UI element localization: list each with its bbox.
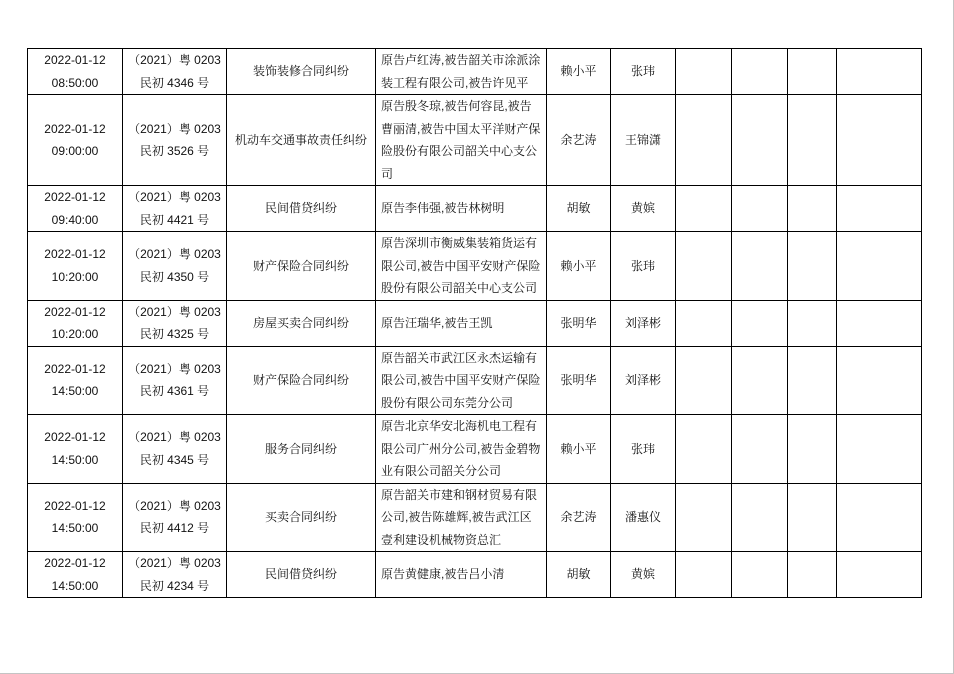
judge-cell	[547, 95, 611, 186]
judge-cell	[547, 49, 611, 95]
blank-cell	[676, 483, 732, 552]
case-type-text: 财产保险合同纠纷	[252, 373, 349, 387]
hearing-time: 14:50:00	[51, 384, 99, 399]
case-type-text: 机动车交通事故责任纠纷	[234, 132, 367, 147]
case-number-line: 民初 4345 号	[139, 452, 210, 467]
parties-line: 壹利建设机械物资总汇	[381, 532, 502, 547]
judge-cell	[547, 232, 611, 301]
case-type-text: 房屋买卖合同纠纷	[252, 315, 349, 330]
blank-cell	[837, 346, 922, 415]
blank-cell	[788, 300, 837, 346]
parties-line: 司	[381, 166, 394, 181]
parties-line: 公司,被告陈雄辉,被告武江区	[381, 510, 532, 524]
parties-cell	[376, 483, 547, 552]
clerk-name: 张玮	[630, 64, 655, 79]
hearing-date: 2022-01-12	[44, 304, 106, 319]
judge-name: 胡敏	[566, 567, 591, 582]
parties-cell	[376, 552, 547, 598]
case-type-cell	[227, 552, 376, 598]
hearing-time: 10:20:00	[51, 269, 99, 284]
clerk-name: 张玮	[630, 441, 655, 456]
blank-cell	[837, 95, 922, 186]
blank-cell	[837, 552, 922, 598]
case-number-cell	[123, 346, 227, 415]
case-number-cell	[123, 186, 227, 232]
case-type-cell	[227, 483, 376, 552]
case-number-line: （2021）粤 0203	[128, 53, 221, 67]
clerk-name: 黄嫔	[630, 567, 655, 582]
case-type-text: 服务合同纠纷	[264, 441, 337, 456]
case-number-line: 民初 4361 号	[139, 384, 210, 399]
judge-cell	[547, 483, 611, 552]
blank-cell	[837, 300, 922, 346]
clerk-cell	[611, 346, 676, 415]
case-number-line: 民初 4412 号	[139, 521, 210, 536]
hearing-time: 10:20:00	[51, 327, 99, 341]
blank-cell	[732, 232, 788, 301]
clerk-cell	[611, 232, 676, 301]
blank-cell	[788, 552, 837, 598]
hearing-time: 09:40:00	[51, 212, 99, 227]
blank-cell	[788, 95, 837, 186]
parties-line: 原告北京华安北海机电工程有	[381, 419, 538, 433]
parties-line: 原告殷冬琼,被告何容昆,被告	[381, 99, 532, 113]
blank-cell	[788, 186, 837, 232]
table-row	[28, 483, 922, 552]
parties-line: 原告汪瑞华,被告王凯	[381, 315, 493, 330]
parties-line: 限公司,被告中国平安财产保险	[381, 258, 541, 273]
hearing-time: 14:50:00	[51, 521, 99, 536]
clerk-cell	[611, 415, 676, 484]
parties-cell	[376, 415, 547, 484]
case-number-cell	[123, 552, 227, 598]
clerk-cell	[611, 483, 676, 552]
case-number-cell	[123, 483, 227, 552]
clerk-cell	[611, 300, 676, 346]
case-number-cell	[123, 232, 227, 301]
clerk-name: 黄嫔	[630, 201, 655, 216]
case-number-line: （2021）粤 0203	[128, 361, 221, 376]
case-number-line: （2021）粤 0203	[128, 498, 221, 513]
table-row	[28, 49, 922, 95]
blank-cell	[676, 232, 732, 301]
schedule-body	[28, 49, 922, 598]
parties-cell	[376, 232, 547, 301]
hearing-time-cell	[28, 49, 123, 95]
parties-line: 曹丽清,被告中国太平洋财产保	[381, 121, 541, 136]
table-row	[28, 186, 922, 232]
case-number-line: （2021）粤 0203	[128, 121, 221, 136]
blank-cell	[732, 186, 788, 232]
blank-cell	[732, 300, 788, 346]
blank-cell	[788, 483, 837, 552]
judge-name: 赖小平	[560, 64, 597, 79]
clerk-name: 刘泽彬	[624, 373, 661, 387]
judge-name: 张明华	[560, 315, 597, 330]
judge-name: 余艺涛	[560, 132, 597, 147]
case-type-text: 财产保险合同纠纷	[252, 258, 349, 273]
case-type-text: 买卖合同纠纷	[264, 510, 337, 524]
hearing-schedule-table	[27, 48, 922, 598]
blank-cell	[676, 346, 732, 415]
case-type-text: 民间借贷纠纷	[264, 201, 337, 216]
judge-cell	[547, 300, 611, 346]
clerk-cell	[611, 186, 676, 232]
blank-cell	[676, 300, 732, 346]
hearing-time: 14:50:00	[51, 452, 99, 467]
judge-name: 赖小平	[560, 441, 597, 456]
hearing-time-cell	[28, 186, 123, 232]
parties-line: 原告黄健康,被告吕小清	[381, 567, 505, 582]
table-row	[28, 232, 922, 301]
case-type-cell	[227, 186, 376, 232]
hearing-time-cell	[28, 232, 123, 301]
blank-cell	[732, 49, 788, 95]
blank-cell	[676, 415, 732, 484]
parties-line: 原告李伟强,被告林树明	[381, 201, 505, 216]
case-type-text: 装饰装修合同纠纷	[252, 64, 349, 79]
case-number-line: 民初 3526 号	[139, 144, 210, 158]
parties-cell	[376, 186, 547, 232]
clerk-name: 刘泽彬	[624, 315, 661, 330]
clerk-name: 王锦潇	[624, 132, 661, 147]
hearing-date: 2022-01-12	[44, 430, 106, 445]
blank-cell	[732, 552, 788, 598]
judge-cell	[547, 346, 611, 415]
blank-cell	[837, 232, 922, 301]
blank-cell	[788, 346, 837, 415]
hearing-time: 09:00:00	[51, 144, 99, 158]
case-type-cell	[227, 95, 376, 186]
judge-cell	[547, 415, 611, 484]
parties-line: 原告卢红涛,被告韶关市涂派涂	[381, 53, 541, 67]
hearing-date: 2022-01-12	[44, 361, 106, 376]
parties-line: 装工程有限公司,被告许见平	[381, 75, 529, 90]
case-type-cell	[227, 232, 376, 301]
parties-line: 业有限公司韶关分公司	[381, 464, 502, 478]
case-type-cell	[227, 300, 376, 346]
case-number-line: （2021）粤 0203	[128, 247, 221, 262]
case-number-cell	[123, 300, 227, 346]
parties-line: 险股份有限公司韶关中心支公	[381, 144, 538, 158]
judge-cell	[547, 186, 611, 232]
case-number-line: 民初 4325 号	[139, 327, 210, 341]
parties-cell	[376, 300, 547, 346]
judge-name: 赖小平	[560, 258, 597, 273]
blank-cell	[837, 415, 922, 484]
blank-cell	[837, 49, 922, 95]
case-type-cell	[227, 49, 376, 95]
blank-cell	[676, 49, 732, 95]
parties-line: 限公司广州分公司,被告金碧物	[381, 441, 541, 456]
parties-line: 原告韶关市建和钢材贸易有限	[381, 487, 538, 502]
table-row	[28, 415, 922, 484]
parties-cell	[376, 49, 547, 95]
hearing-time-cell	[28, 95, 123, 186]
blank-cell	[676, 186, 732, 232]
table-row	[28, 552, 922, 598]
blank-cell	[732, 95, 788, 186]
clerk-cell	[611, 49, 676, 95]
case-type-text: 民间借贷纠纷	[264, 567, 337, 582]
clerk-cell	[611, 552, 676, 598]
judge-name: 张明华	[560, 373, 597, 387]
hearing-date: 2022-01-12	[44, 556, 106, 570]
parties-line: 股份有限公司韶关中心支公司	[381, 281, 538, 295]
blank-cell	[676, 552, 732, 598]
hearing-time-cell	[28, 346, 123, 415]
case-number-cell	[123, 95, 227, 186]
case-number-line: 民初 4350 号	[139, 269, 210, 284]
case-number-line: 民初 4346 号	[139, 75, 210, 90]
parties-cell	[376, 346, 547, 415]
clerk-name: 张玮	[630, 258, 655, 273]
blank-cell	[837, 186, 922, 232]
hearing-time: 08:50:00	[51, 75, 99, 90]
blank-cell	[732, 483, 788, 552]
case-number-line: 民初 4234 号	[139, 578, 210, 593]
hearing-time-cell	[28, 300, 123, 346]
case-number-line: 民初 4421 号	[139, 212, 210, 227]
hearing-date: 2022-01-12	[44, 247, 106, 262]
hearing-time-cell	[28, 552, 123, 598]
clerk-cell	[611, 95, 676, 186]
table-row	[28, 95, 922, 186]
judge-cell	[547, 552, 611, 598]
blank-cell	[732, 346, 788, 415]
hearing-time: 14:50:00	[51, 578, 99, 593]
blank-cell	[837, 483, 922, 552]
judge-name: 胡敏	[566, 201, 591, 216]
case-type-cell	[227, 346, 376, 415]
clerk-name: 潘惠仪	[624, 510, 661, 524]
table-row	[28, 346, 922, 415]
table-row	[28, 300, 922, 346]
case-number-line: （2021）粤 0203	[128, 190, 221, 204]
blank-cell	[732, 415, 788, 484]
case-type-cell	[227, 415, 376, 484]
case-number-cell	[123, 415, 227, 484]
parties-line: 限公司,被告中国平安财产保险	[381, 373, 541, 387]
blank-cell	[788, 49, 837, 95]
parties-line: 原告韶关市武江区永杰运输有	[381, 350, 538, 365]
hearing-time-cell	[28, 415, 123, 484]
parties-line: 原告深圳市衡威集装箱货运有	[381, 236, 538, 250]
case-number-line: （2021）粤 0203	[128, 304, 221, 319]
parties-line: 股份有限公司东莞分公司	[381, 395, 514, 410]
blank-cell	[788, 232, 837, 301]
case-number-line: （2021）粤 0203	[128, 556, 221, 570]
hearing-date: 2022-01-12	[44, 498, 106, 513]
case-number-line: （2021）粤 0203	[128, 430, 221, 445]
blank-cell	[788, 415, 837, 484]
hearing-date: 2022-01-12	[44, 121, 106, 136]
blank-cell	[676, 95, 732, 186]
hearing-date: 2022-01-12	[44, 190, 106, 204]
hearing-date: 2022-01-12	[44, 53, 106, 67]
judge-name: 余艺涛	[560, 510, 597, 524]
parties-cell	[376, 95, 547, 186]
hearing-time-cell	[28, 483, 123, 552]
case-number-cell	[123, 49, 227, 95]
